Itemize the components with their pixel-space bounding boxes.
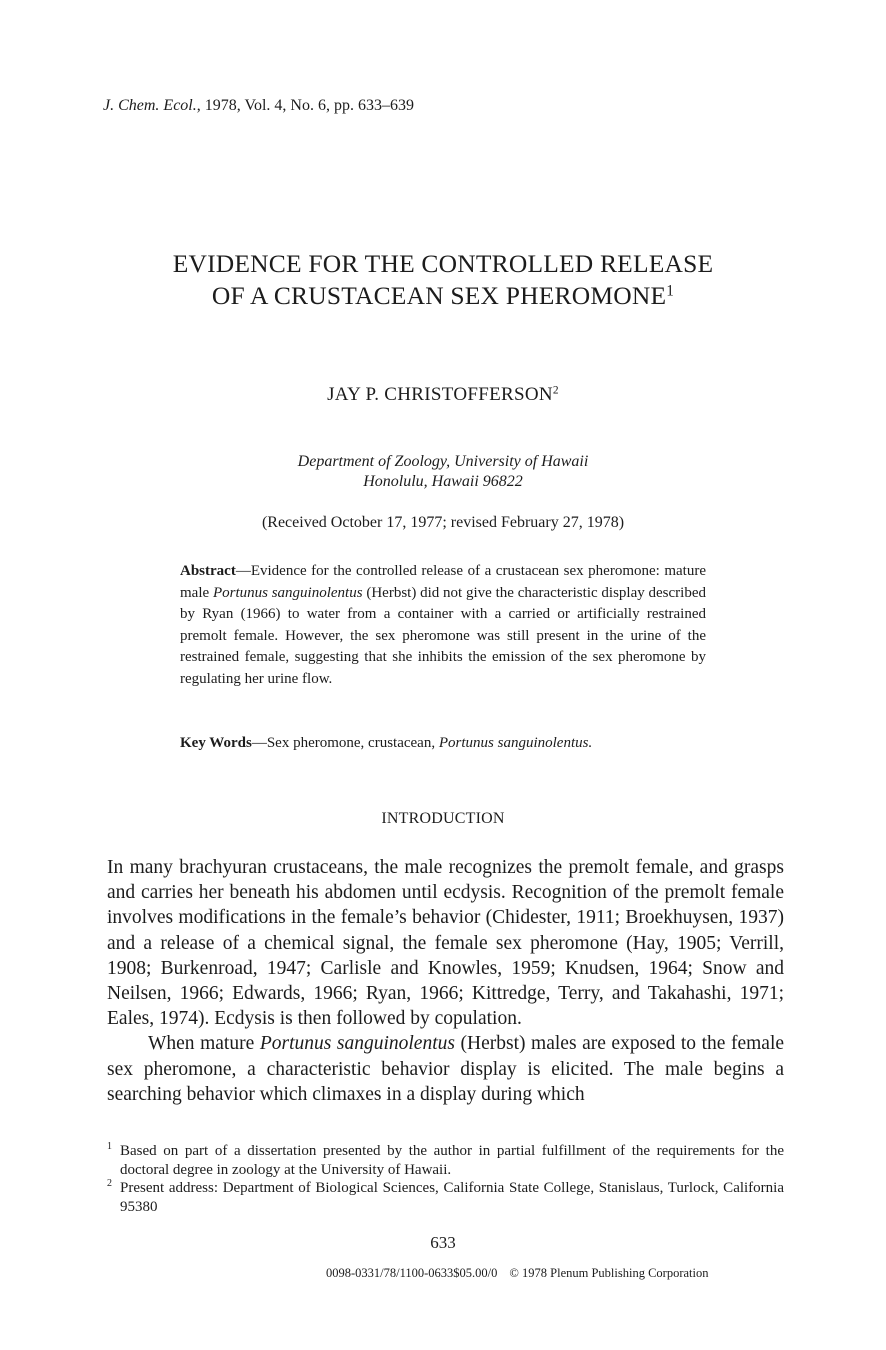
footnote-2: 2 Present address: Department of Biological Sciences, California State College, Stanislaus, Turlock, California 95380 (107, 1179, 784, 1216)
paper-title (0, 248, 886, 312)
publisher-footer (326, 1266, 709, 1281)
paragraph-2-species: Portunus sanguinolentus (259, 1033, 455, 1055)
abstract: Abstract—Evidence for the controlled release of a crustacean sex pheromone: mature male Portunus sanguinolentus (Herbst) did not give the characteristic display described by Ryan (1966) to water from a container with a carried or artificially restrained premolt female. However, the sex pheromone was still present in the urine of the restrained female, suggesting that she inhibits the emission of the sex pheromone by regulating her urine flow. (180, 563, 707, 687)
title-line-2: OF A CRUSTACEAN SEX PHEROMONE$^1$ (211, 281, 675, 310)
author-name: JAY P. CHRISTOFFERSON$^2$ (327, 384, 559, 405)
journal-citation (103, 97, 414, 115)
paragraph-2: When mature Portunus sanguinolentus (Herbst) males are exposed to the female sex pheromone, a characteristic behavior display is elicited. The male begins a searching behavior which climaxes in a display during which (107, 1033, 785, 1105)
affiliation (0, 452, 886, 492)
keywords-species: Portunus sanguinolentus. (438, 735, 593, 751)
received-dates: (Received October 17, 1977; revised February 27, 1978) (261, 514, 625, 531)
abstract-label: Abstract (180, 563, 236, 579)
paragraph-1: In many brachyuran crustaceans, the male recognizes the premolt female, and grasps and carries her beneath his abdomen until ecdysis. Recognition of the premolt female involves modifications in the female’s behavior (Chidester, 1911; Broekhuysen, 1937) and a release of a chemical signal, the female sex pheromone (Hay, 1905; Verrill, 1908; Burkenroad, 1947; Carlisle and Knowles, 1959; Knudsen, 1964; Snow and Neilsen, 1966; Edwards, 1966; Ryan, 1966; Kittredge, Terry, and Takahashi, 1971; Eales, 1974). Ecdysis is then followed by copulation. (107, 857, 784, 1030)
footnotes (107, 1142, 784, 1216)
footnote-2-mark: 2 (107, 1178, 112, 1189)
author-footnote-mark: 2 (552, 384, 559, 397)
introduction-body (107, 855, 784, 1107)
affiliation-address: Honolulu, Hawaii 96822 (363, 473, 523, 490)
abstract-species: Portunus sanguinolentus (212, 584, 363, 601)
section-heading-introduction: INTRODUCTION (381, 810, 505, 827)
title-footnote-mark: 1 (666, 282, 675, 300)
article-code: 0098-0331/78/1100-0633$05.00/0 (326, 1266, 498, 1280)
copyright: © 1978 Plenum Publishing Corporation (509, 1266, 709, 1280)
title-line-1: EVIDENCE FOR THE CONTROLLED RELEASE (172, 249, 714, 278)
key-words: Key Words—Sex pheromone, crustacean, Portunus sanguinolentus. (180, 735, 593, 751)
page-number: 633 (430, 1233, 456, 1252)
journal-volume-pages: , 1978, Vol. 4, No. 6, pp. 633–639 (196, 97, 414, 114)
journal-abbrev: J. Chem. Ecol. (103, 97, 197, 114)
footnote-1: 1 Based on part of a dissertation presented by the author in partial fulfillment of the requirements for the doctoral degree in zoology at the University of Hawaii. (107, 1142, 784, 1179)
keywords-label: Key Words (180, 735, 252, 751)
footnote-1-mark: 1 (107, 1141, 112, 1152)
affiliation-department: Department of Zoology, University of Hawaii (297, 453, 589, 470)
